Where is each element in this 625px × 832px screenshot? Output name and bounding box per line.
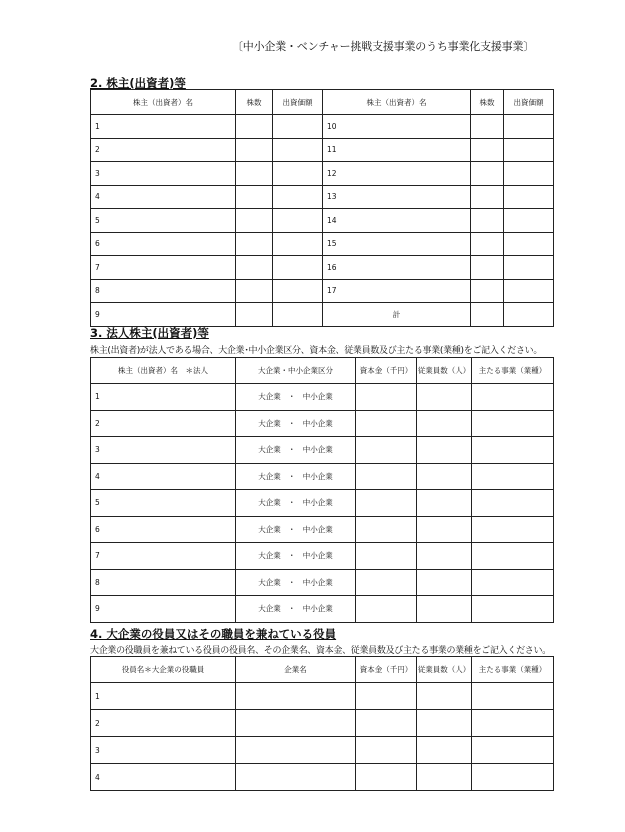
separator-dot: ・ (288, 604, 296, 614)
sme-option: 中小企業 (302, 524, 333, 534)
separator-dot: ・ (288, 392, 296, 402)
sme-option: 中小企業 (302, 551, 333, 561)
officer-row-number: 1 (91, 683, 236, 710)
investment-cell (504, 209, 554, 233)
sme-option: 中小企業 (302, 418, 333, 428)
corporate-row (91, 463, 554, 490)
employees-cell (417, 384, 472, 411)
corporate-row (91, 543, 554, 570)
total-label: 計 (323, 303, 471, 327)
investment-cell (273, 279, 323, 303)
investment-cell (273, 303, 323, 327)
corporate-row (91, 384, 554, 411)
corporate-row-number: 1 (91, 384, 236, 411)
shares-cell (236, 209, 273, 233)
main-business-cell (472, 596, 554, 623)
main-business-cell (472, 490, 554, 517)
capital-cell (356, 410, 417, 437)
employees-cell (417, 683, 472, 710)
shareholder-row (91, 256, 554, 280)
officer-row (91, 710, 554, 737)
employees-cell (417, 737, 472, 764)
main-business-cell (472, 384, 554, 411)
main-business-cell (472, 516, 554, 543)
corporate-row-number: 6 (91, 516, 236, 543)
employees-cell (417, 410, 472, 437)
investment-cell (273, 115, 323, 139)
capital-cell (356, 596, 417, 623)
investment-cell (504, 303, 554, 327)
capital-cell (356, 463, 417, 490)
corporate-row (91, 569, 554, 596)
corporate-row (91, 437, 554, 464)
col-corporate-name: 株主（出資者）名 ＊法人 (91, 358, 236, 384)
investment-cell (504, 162, 554, 186)
shares-cell (236, 256, 273, 280)
page-header: 〔中小企業・ベンチャー挑戦支援事業のうち事業化支援事業〕 (232, 40, 535, 53)
shareholder-row-number: 1 (91, 115, 236, 139)
main-business-cell (472, 463, 554, 490)
section-4-title: 4. 大企業の役員又はその職員を兼ねている役員 (90, 627, 337, 641)
corporate-row (91, 490, 554, 517)
shareholder-row-number: 2 (91, 138, 236, 162)
col-officer-employees: 従業員数（人） (417, 657, 472, 683)
col-shareholder-name-2: 株主（出資者）名 (323, 90, 471, 115)
col-shareholder-name: 株主（出資者）名 (91, 90, 236, 115)
col-officer-capital: 資本金（千円） (356, 657, 417, 683)
shares-cell (471, 256, 504, 280)
sme-option: 中小企業 (302, 471, 333, 481)
sme-option: 中小企業 (302, 577, 333, 587)
corporate-row-number: 9 (91, 596, 236, 623)
shareholder-row-number: 8 (91, 279, 236, 303)
col-shares: 株数 (236, 90, 273, 115)
shareholder-row (91, 232, 554, 256)
shareholder-table (90, 89, 554, 327)
col-shares-2: 株数 (471, 90, 504, 115)
shareholder-row-number: 17 (323, 279, 471, 303)
company-size-cell (236, 490, 356, 517)
shares-cell (236, 303, 273, 327)
employees-cell (417, 764, 472, 791)
officer-table (90, 656, 554, 791)
large-company-option: 大企業 (258, 604, 281, 614)
separator-dot: ・ (288, 471, 296, 481)
separator-dot: ・ (288, 524, 296, 534)
shareholder-row (91, 303, 554, 327)
col-employees: 従業員数（人） (417, 358, 472, 384)
capital-cell (356, 490, 417, 517)
investment-cell (504, 115, 554, 139)
corporate-row-number: 8 (91, 569, 236, 596)
shareholder-row (91, 138, 554, 162)
main-business-cell (472, 764, 554, 791)
officer-row-number: 4 (91, 764, 236, 791)
shares-cell (471, 185, 504, 209)
col-company-name: 企業名 (236, 657, 356, 683)
shareholder-row (91, 279, 554, 303)
company-size-cell (236, 569, 356, 596)
corporate-row-number: 2 (91, 410, 236, 437)
shares-cell (471, 232, 504, 256)
col-company-size: 大企業・中小企業区分 (236, 358, 356, 384)
col-investment-amount-2: 出資価額 (504, 90, 554, 115)
large-company-option: 大企業 (258, 445, 281, 455)
shareholder-row-number: 6 (91, 232, 236, 256)
investment-cell (504, 279, 554, 303)
investment-cell (273, 162, 323, 186)
capital-cell (356, 384, 417, 411)
sme-option: 中小企業 (302, 445, 333, 455)
corporate-row (91, 410, 554, 437)
employees-cell (417, 437, 472, 464)
investment-cell (273, 209, 323, 233)
shares-cell (471, 209, 504, 233)
employees-cell (417, 710, 472, 737)
large-company-option: 大企業 (258, 498, 281, 508)
large-company-option: 大企業 (258, 577, 281, 587)
corporate-row (91, 516, 554, 543)
section-2-title: 2. 株主(出資者)等 (90, 76, 186, 90)
investment-cell (504, 138, 554, 162)
shareholder-row (91, 185, 554, 209)
col-main-business: 主たる事業（業種） (472, 358, 554, 384)
shares-cell (471, 115, 504, 139)
shareholder-row-number: 4 (91, 185, 236, 209)
section-3-title: 3. 法人株主(出資者)等 (90, 326, 209, 340)
corporate-row (91, 596, 554, 623)
corporate-shareholder-table (90, 357, 554, 623)
shareholder-header-row (91, 90, 554, 115)
capital-cell (356, 437, 417, 464)
main-business-cell (472, 410, 554, 437)
col-capital: 資本金（千円） (356, 358, 417, 384)
capital-cell (356, 516, 417, 543)
shares-cell (236, 279, 273, 303)
shareholder-row (91, 115, 554, 139)
company-size-cell (236, 384, 356, 411)
main-business-cell (472, 710, 554, 737)
separator-dot: ・ (288, 551, 296, 561)
shareholder-row-number: 16 (323, 256, 471, 280)
investment-cell (273, 185, 323, 209)
section-3-note: 株主(出資者)が法人である場合、大企業･中小企業区分、資本金、従業員数及び主たる事業(業種)をご記入ください。 (90, 346, 543, 356)
employees-cell (417, 569, 472, 596)
shareholder-row-number: 11 (323, 138, 471, 162)
capital-cell (356, 737, 417, 764)
shares-cell (236, 162, 273, 186)
employees-cell (417, 516, 472, 543)
sme-option: 中小企業 (302, 392, 333, 402)
separator-dot: ・ (288, 577, 296, 587)
company-size-cell (236, 410, 356, 437)
shareholder-row (91, 209, 554, 233)
shareholder-row-number: 7 (91, 256, 236, 280)
shares-cell (236, 138, 273, 162)
sme-option: 中小企業 (302, 498, 333, 508)
company-size-cell (236, 596, 356, 623)
shareholder-row-number: 14 (323, 209, 471, 233)
corporate-row-number: 7 (91, 543, 236, 570)
employees-cell (417, 543, 472, 570)
officer-header-row (91, 657, 554, 683)
investment-cell (273, 256, 323, 280)
investment-cell (504, 185, 554, 209)
main-business-cell (472, 737, 554, 764)
sme-option: 中小企業 (302, 604, 333, 614)
company-size-cell (236, 543, 356, 570)
company-name-cell (236, 737, 356, 764)
shareholder-row-number: 15 (323, 232, 471, 256)
large-company-option: 大企業 (258, 524, 281, 534)
main-business-cell (472, 569, 554, 596)
company-size-cell (236, 437, 356, 464)
company-size-cell (236, 516, 356, 543)
capital-cell (356, 683, 417, 710)
officer-row-number: 2 (91, 710, 236, 737)
main-business-cell (472, 543, 554, 570)
capital-cell (356, 543, 417, 570)
main-business-cell (472, 437, 554, 464)
section-4-note: 大企業の役職員を兼ねている役員の役員名、その企業名、資本金、従業員数及び主たる事業の業種をご記入ください。 (90, 646, 551, 656)
officer-row (91, 764, 554, 791)
shareholder-row-number: 10 (323, 115, 471, 139)
large-company-option: 大企業 (258, 418, 281, 428)
employees-cell (417, 596, 472, 623)
col-officer-name: 役員名＊大企業の役職員 (91, 657, 236, 683)
officer-row (91, 737, 554, 764)
company-name-cell (236, 710, 356, 737)
shares-cell (471, 303, 504, 327)
investment-cell (504, 256, 554, 280)
shares-cell (236, 115, 273, 139)
shareholder-row (91, 162, 554, 186)
col-investment-amount: 出資価額 (273, 90, 323, 115)
shareholder-row-number: 3 (91, 162, 236, 186)
large-company-option: 大企業 (258, 471, 281, 481)
investment-cell (273, 138, 323, 162)
shares-cell (471, 279, 504, 303)
large-company-option: 大企業 (258, 551, 281, 561)
shareholder-row-number: 13 (323, 185, 471, 209)
shareholder-row-number: 9 (91, 303, 236, 327)
corporate-row-number: 4 (91, 463, 236, 490)
company-size-cell (236, 463, 356, 490)
shares-cell (471, 162, 504, 186)
corporate-row-number: 3 (91, 437, 236, 464)
employees-cell (417, 463, 472, 490)
officer-row-number: 3 (91, 737, 236, 764)
capital-cell (356, 764, 417, 791)
separator-dot: ・ (288, 445, 296, 455)
corporate-row-number: 5 (91, 490, 236, 517)
capital-cell (356, 710, 417, 737)
col-officer-main-business: 主たる事業（業種） (472, 657, 554, 683)
investment-cell (504, 232, 554, 256)
employees-cell (417, 490, 472, 517)
shares-cell (236, 232, 273, 256)
officer-row (91, 683, 554, 710)
large-company-option: 大企業 (258, 392, 281, 402)
shares-cell (471, 138, 504, 162)
shares-cell (236, 185, 273, 209)
separator-dot: ・ (288, 498, 296, 508)
main-business-cell (472, 683, 554, 710)
shareholder-row-number: 12 (323, 162, 471, 186)
company-name-cell (236, 764, 356, 791)
company-name-cell (236, 683, 356, 710)
corporate-header-row (91, 358, 554, 384)
capital-cell (356, 569, 417, 596)
shareholder-row-number: 5 (91, 209, 236, 233)
investment-cell (273, 232, 323, 256)
separator-dot: ・ (288, 418, 296, 428)
